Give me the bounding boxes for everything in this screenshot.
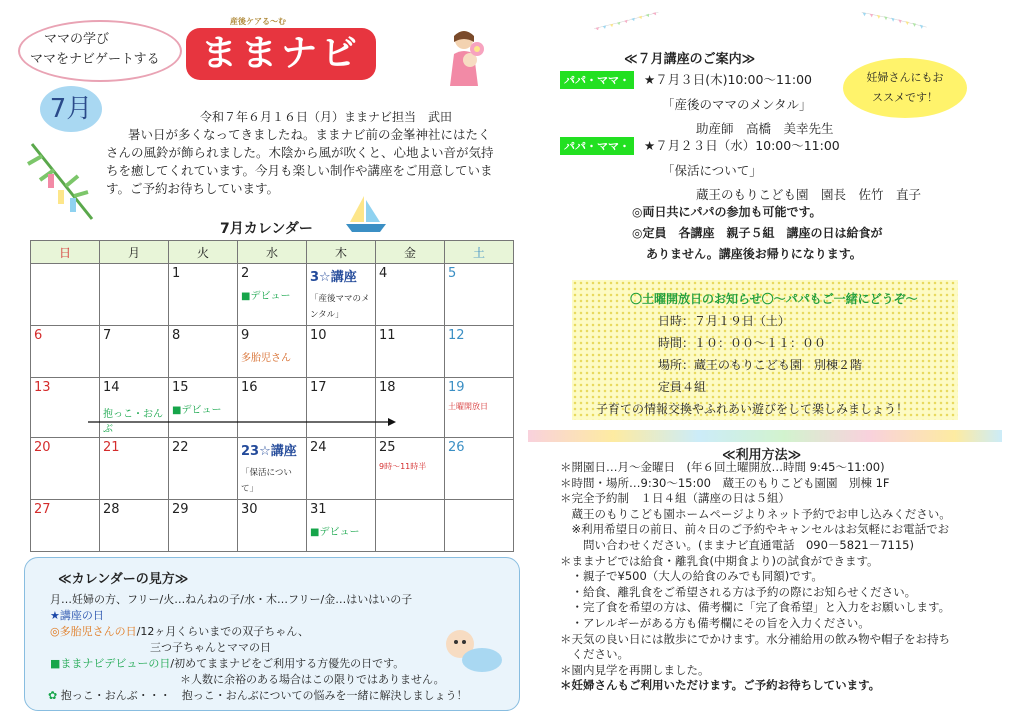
- usage-line: ・親子で¥500（大人の給食のみでも同額)です。: [560, 569, 823, 584]
- usage-line: ＊開園日…月～金曜日 (年６回土曜開放…時間 9:45～11:00): [560, 460, 885, 474]
- calendar-day-cell: [376, 438, 445, 500]
- calendar-day-cell: [307, 326, 376, 378]
- calendar-day-number: 25: [379, 440, 396, 455]
- usage-line: ・給食、離乳食をご希望される方は予約の際にお知らせください。: [560, 584, 917, 599]
- arrow-icon: [86, 416, 398, 428]
- calendar-day-cell: [31, 264, 100, 326]
- usage-line: ＊天気の良い日には散歩にでかけます。水分補給用の飲み物や帽子をお持ち: [560, 631, 951, 646]
- speech-bubble: [843, 58, 967, 118]
- calendar-day-number: 8: [172, 328, 181, 343]
- calendar-day-cell: [445, 264, 514, 326]
- calendar-day-cell: [307, 378, 376, 438]
- calendar-day-number: 29: [172, 502, 189, 517]
- saturday-content: [596, 288, 918, 420]
- weekday-fri: 金: [376, 241, 445, 264]
- calendar-day-note: 「産後ママのメンタル」: [310, 294, 370, 320]
- mother-baby-icon: [440, 28, 490, 88]
- calendar-day-number: 1: [172, 266, 181, 281]
- calendar-day-number: 11: [379, 328, 396, 343]
- calendar-day-cell: [100, 500, 169, 552]
- calendar-day-cell: [238, 326, 307, 378]
- calendar-day-number: 10: [310, 328, 327, 343]
- usage-line: ※利用希望日の前日、前々日のご予約やキャンセルはお気軽にお電話でお: [560, 522, 950, 537]
- logo-subtitle: 産後ケアる〜む: [230, 17, 286, 26]
- calendar-day-number: 6: [34, 328, 43, 343]
- calendar-day-number: 18: [379, 380, 396, 395]
- calendar-day-cell: [445, 438, 514, 500]
- calendar-day-number: 3☆講座: [310, 270, 357, 285]
- calendar-day-number: 17: [310, 380, 327, 395]
- saturday-time: 時間：１０：００～１１：００: [658, 336, 827, 350]
- course-note-capacity: ◎定員 各講座 親子５組 講座の日は給食が: [632, 226, 883, 240]
- calendar-day-number: 5: [448, 266, 457, 281]
- usage-line: ＊完全予約制 １日４組（講座の日は５組）: [560, 491, 790, 506]
- calendar-day-number: 15: [172, 380, 189, 395]
- calendar-day-number: 9: [241, 328, 250, 343]
- calendar-day-cell: [100, 264, 169, 326]
- calendar-day-number: 28: [103, 502, 120, 517]
- calendar-day-cell: [100, 378, 169, 438]
- calendar-day-number: 21: [103, 440, 120, 455]
- calendar-day-cell: [376, 500, 445, 552]
- tagline-line-1: ママの学び: [44, 32, 110, 47]
- calendar-day-number: 31: [310, 502, 327, 517]
- calendar-day-cell: [169, 438, 238, 500]
- calendar-week-row: [31, 326, 514, 378]
- calendar-day-number: 23☆講座: [241, 444, 297, 459]
- weekday-sun: 日: [31, 241, 100, 264]
- flower-icon: [468, 40, 486, 58]
- calendar-header-row: [31, 241, 514, 264]
- legend-debut-desc: /初めてままナビをご利用する方優先の日です。: [170, 657, 405, 670]
- usage-line: ・完了食を希望の方は、備考欄に「完了食希望」と入力をお願いします。: [560, 600, 951, 615]
- calendar-day-number: 7: [103, 328, 112, 343]
- usage-line: 蔵王のもりこども園ホームページよりネット予約でお申し込みください。: [560, 506, 951, 521]
- saturday-place: 場所：蔵王のもりこども園 別棟２階: [658, 358, 863, 372]
- calendar-week-row: [31, 264, 514, 326]
- calendar-day-number: 14: [103, 380, 120, 395]
- usage-line: ＊時間・場所…9:30～15:00 蔵王のもりこども園園 別棟 1F: [560, 475, 890, 490]
- calendar-day-cell: [307, 438, 376, 500]
- calendar-day-cell: [307, 500, 376, 552]
- course-1-title: 「産後のママのメンタル」: [662, 97, 812, 112]
- saturday-date: 日時：７月１９日（土）: [658, 314, 791, 328]
- legend-line-capacity: ＊人数に余裕のある場合はこの限りではありません。: [180, 673, 445, 686]
- calendar-day-cell: [169, 378, 238, 438]
- calendar-day-cell: [169, 326, 238, 378]
- legend-title: ≪カレンダーの見方≫: [58, 572, 189, 587]
- course-2-tag: パパ・ママ・: [560, 137, 634, 155]
- calendar-day-cell: [31, 438, 100, 500]
- saturday-title: 〇土曜開放日のお知らせ〇～パパもご一緒にどうぞ～: [630, 292, 918, 306]
- legend-line-twins: [50, 624, 504, 640]
- calendar-day-number: 20: [34, 440, 51, 455]
- calendar-day-cell: [238, 438, 307, 500]
- calendar-day-cell: [238, 264, 307, 326]
- calendar-day-note: 「保活について」: [241, 468, 292, 494]
- calendar-day-cell: [100, 438, 169, 500]
- calendar-day-number: 26: [448, 440, 465, 455]
- calendar-day-cell: [376, 326, 445, 378]
- month-badge: 7月: [40, 86, 102, 132]
- calendar-day-cell: [445, 500, 514, 552]
- calendar-day-number: 27: [34, 502, 51, 517]
- logo: ままナビ: [186, 28, 376, 80]
- calendar-day-note: ■デビュー: [310, 527, 360, 538]
- calendar-week-row: [31, 438, 514, 500]
- weekday-mon: 月: [100, 241, 169, 264]
- legend-line-course: ★講座の日: [50, 609, 104, 622]
- legend-content: [48, 572, 504, 704]
- calendar-day-cell: [376, 264, 445, 326]
- course-2-speaker: 蔵王のもりこども園 園長 佐竹 直子: [696, 187, 922, 202]
- course-2-title: 「保活について」: [662, 163, 762, 178]
- course-2-date: ★７月２３日（水）10:00～11:00: [643, 138, 840, 153]
- saturday-message: 子育ての情報交換やふれあい遊びをして楽しみましょう！: [596, 402, 909, 416]
- course-note-lunch: ありません。講座後お帰りになります。: [646, 247, 862, 261]
- calendar-week-row: [31, 500, 514, 552]
- course-1: [560, 70, 860, 137]
- decorative-band: [528, 430, 1002, 442]
- calendar-title: 7月カレンダー: [220, 221, 313, 237]
- calendar-day-cell: [445, 378, 514, 438]
- course-1-speaker: 助産師 高橋 美幸先生: [696, 121, 834, 136]
- legend-debut-label: ■ままナビデビューの日: [50, 657, 171, 670]
- calendar-day-note: 土曜開放日: [448, 402, 488, 411]
- weekday-sat: 土: [445, 241, 514, 264]
- tanabata-bamboo-icon: [22, 134, 102, 224]
- calendar-day-note: 9時～11時半: [379, 462, 427, 471]
- usage-line: 問い合わせください。(ままナビ直通電話 090－5821－7115): [560, 537, 914, 552]
- course-1-date: ★７月３日(木)10:00～11:00: [643, 72, 812, 87]
- usage-line: ＊妊婦さんもご利用いただけます。ご予約お待ちしています。: [560, 678, 881, 693]
- weekday-thu: 木: [307, 241, 376, 264]
- weekday-tue: 火: [169, 241, 238, 264]
- course-2: [560, 136, 960, 203]
- calendar-day-number: 13: [34, 380, 51, 395]
- calendar-day-number: 12: [448, 328, 465, 343]
- calendar-day-note: 抱っこ・おんぶ: [103, 409, 163, 435]
- course-2-date-row: [560, 136, 960, 155]
- legend-twins-desc: /12ヶ月くらいまでの双子ちゃん、: [136, 625, 309, 638]
- legend-twins-label: ◎多胎児さんの日: [50, 625, 137, 638]
- weekday-wed: 水: [238, 241, 307, 264]
- calendar-day-cell: [307, 264, 376, 326]
- usage-line: ＊園内見学を再開しました。: [560, 662, 710, 677]
- courses-title: ≪７月講座のご案内≫: [624, 52, 756, 67]
- calendar-day-cell: [238, 378, 307, 438]
- calendar-day-note: 多胎児さん: [241, 353, 291, 364]
- flower-icon: ✿: [48, 689, 58, 702]
- course-1-tag: パパ・ママ・: [560, 71, 634, 89]
- calendar-day-number: 4: [379, 266, 388, 281]
- course-notes: [632, 202, 882, 265]
- calendar-day-cell: [238, 500, 307, 552]
- calendar-day-cell: [31, 500, 100, 552]
- usage-line: ＊ままナビでは給食・離乳食(中期食より)の試食ができます。: [560, 553, 879, 568]
- usage-line: ください。: [560, 647, 629, 662]
- crawling-baby-icon: [440, 626, 506, 678]
- calendar-day-cell: [445, 326, 514, 378]
- usage-line: ・アレルギーがある方も備考欄にその旨を入力ください。: [560, 615, 870, 630]
- calendar-day-number: 22: [172, 440, 189, 455]
- issue-date: 令和７年６月１６日（月）ままナビ担当 武田: [200, 110, 453, 124]
- calendar-day-cell: [100, 326, 169, 378]
- legend-dakko-text: 抱っこ・おんぶ・・・ 抱っこ・おんぶについての悩みを一緒に解決しましょう！: [60, 689, 468, 702]
- bunting-right-icon: [776, 10, 1012, 30]
- calendar-table: [30, 240, 514, 552]
- usage-title: ≪利用方法≫: [722, 448, 802, 463]
- calendar-day-cell: [31, 378, 100, 438]
- tagline-line-2: ママをナビゲートする: [30, 52, 160, 67]
- course-1-date-row: [560, 70, 860, 89]
- greeting-text: 暑い日が多くなってきましたね。ままナビ前の金峯神社にはたくさんの風鈴が飾られました。木陰から風が吹くと、心地よい音が気持ちを癒してくれています。今月も楽しい制作や講座をご用意しています。ご予約お待ちしています。: [106, 127, 494, 196]
- tagline: [30, 30, 180, 70]
- course-note-papa-text: ◎両日共にパパの参加も可能です。: [632, 205, 822, 219]
- legend-line-days: 月…妊婦の方、フリー/火…ねんねの子/水・木…フリー/金…はいはいの子: [50, 593, 413, 606]
- calendar-day-note: ■デビュー: [241, 291, 291, 302]
- sailboat-icon: [344, 192, 388, 234]
- speech-line-2: ススメです！: [872, 91, 938, 104]
- calendar-day-number: 24: [310, 440, 327, 455]
- calendar-day-note: ■デビュー: [172, 405, 222, 416]
- calendar-day-cell: [169, 500, 238, 552]
- course-note-papa: [632, 202, 882, 223]
- calendar-day-cell: [169, 264, 238, 326]
- legend-line-dakko: [48, 688, 504, 704]
- calendar-day-cell: [376, 378, 445, 438]
- calendar-day-number: 19: [448, 380, 465, 395]
- calendar-day-number: 30: [241, 502, 258, 517]
- saturday-capacity: 定員４組: [658, 380, 707, 394]
- speech-line-1: 妊婦さんにもお: [866, 71, 944, 84]
- legend-line-debut: [50, 656, 504, 672]
- legend-line-triplets: 三つ子ちゃんとママの日: [150, 641, 271, 654]
- bunting-left-icon: [512, 10, 742, 30]
- calendar-day-number: 16: [241, 380, 258, 395]
- calendar-day-number: 2: [241, 266, 250, 281]
- calendar-week-row: [31, 378, 514, 438]
- usage-content: [560, 460, 1000, 694]
- calendar-day-cell: [31, 326, 100, 378]
